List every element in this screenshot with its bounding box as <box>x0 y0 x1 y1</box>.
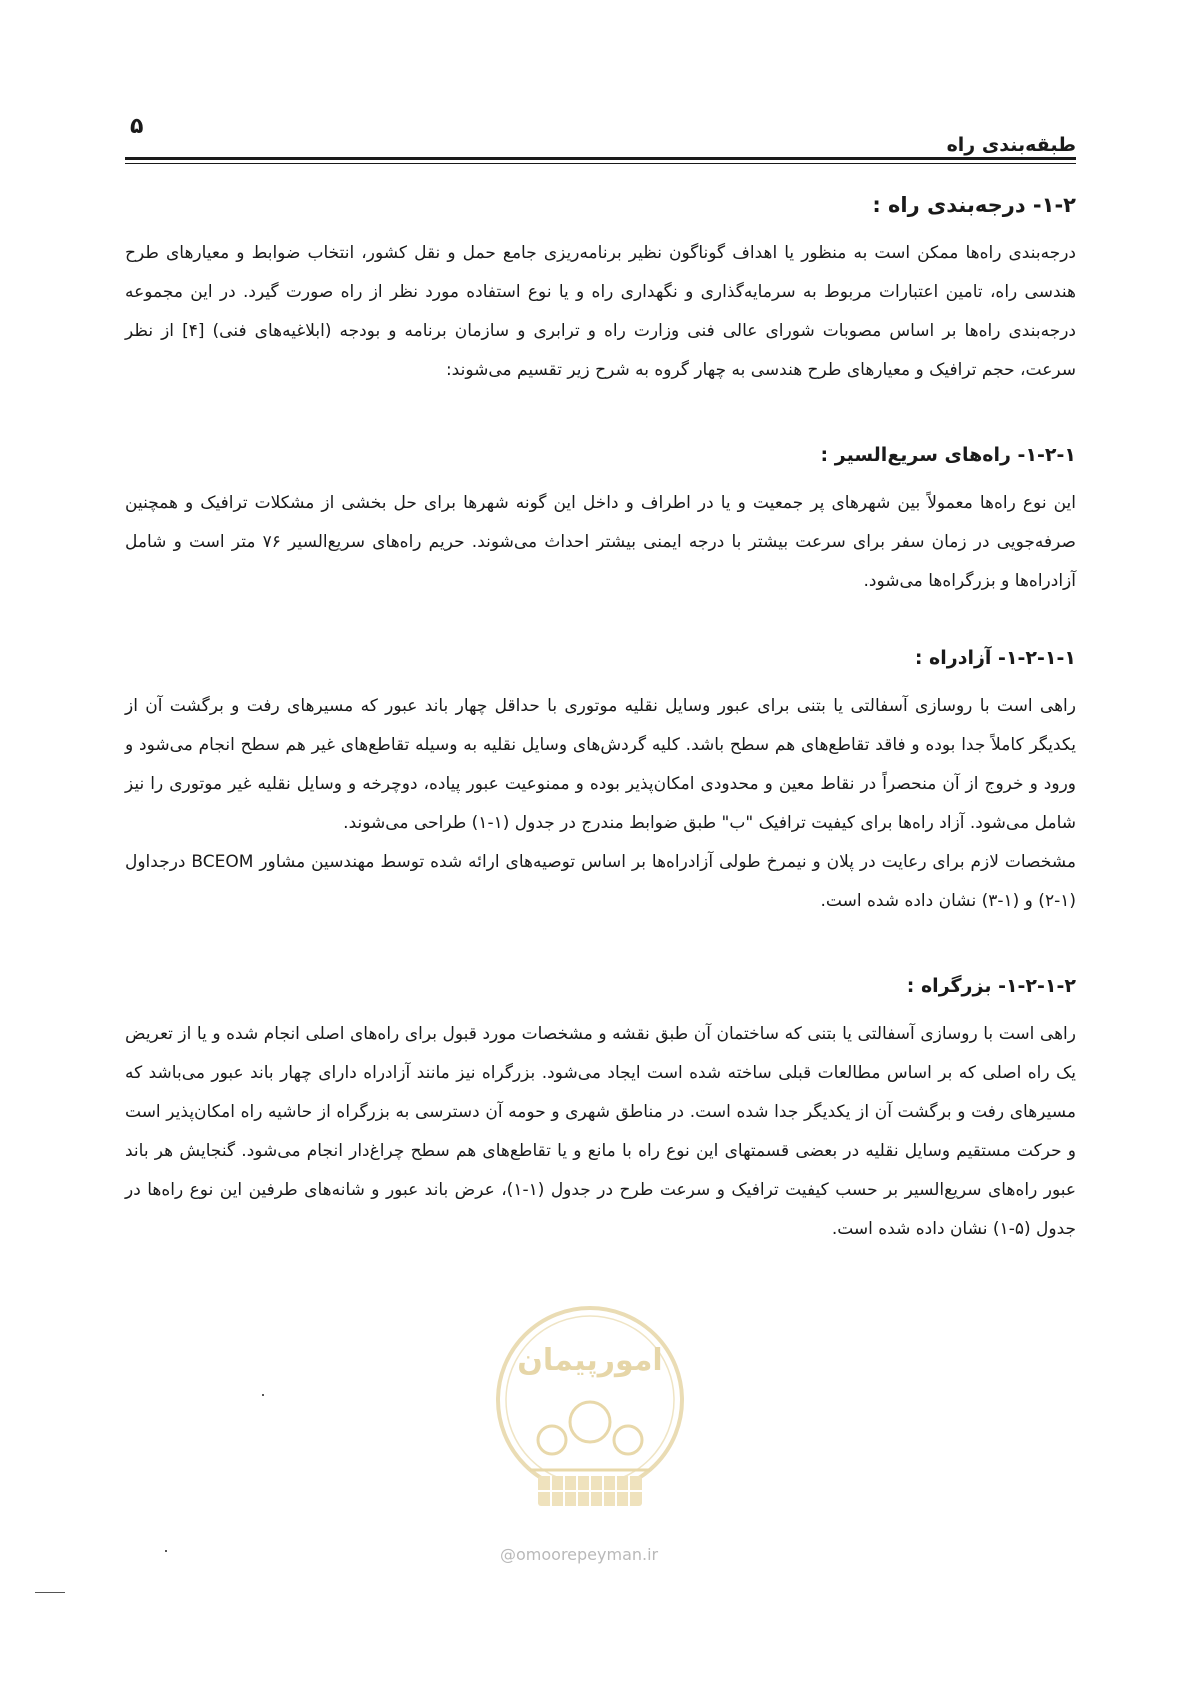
page-number: ۵ <box>130 114 144 139</box>
paragraph: درجه‌بندی راه‌ها ممکن است به منظور یا اهداف گوناگون نظیر برنامه‌ریزی جامع حمل و نقل کشور، انتخاب ضوابط و معیارهای طرح هندسی راه، تامین اعتبارات مربوط به سرمایه‌گذاری و نگهداری راه و یا نوع استفاده مورد نظر از راه صورت گیرد. در این مجموعه درجه‌بندی راه‌ها بر اساس مصوبات شورای عالی فنی وزارت راه و ترابری و سازمان برنامه و بودجه (ابلاغیه‌های فنی) [۴] از نظر سرعت، حجم ترافیک و معیارهای طرح هندسی به چهار گروه به شرح زیر تقسیم می‌شوند: <box>125 243 1076 380</box>
subsubsection-heading: ۱-۲-۱-۱- آزادراه : <box>914 647 1076 669</box>
scan-artifact <box>35 1592 65 1593</box>
watermark-url: @omoorepeyman.ir <box>500 1545 659 1564</box>
page-body <box>125 190 1076 1249</box>
scan-artifact <box>165 1550 167 1552</box>
header-rule-thick <box>125 157 1076 160</box>
watermark-logo-text: امورپیمان <box>517 1343 663 1378</box>
paragraph: راهی است با روسازی آسفالتی یا بتنی برای عبور وسایل نقلیه موتوری با حداقل چهار باند عبور که مسیرهای رفت و برگشت آن از یکدیگر کاملاً جدا بوده و فاقد تقاطع‌های هم سطح باشد. کلیه گردش‌های وسایل نقلیه به وسیله تقاطع‌های غیر هم سطح انجام می‌شود و ورود و خروج از آن منحصراً در نقاط معین و محدودی امکان‌پذیر بوده و ممنوعیت عبور پیاده، دوچرخه و وسایل نقلیه غیر موتوری را نیز شامل می‌شود. آزاد راه‌ها برای کیفیت ترافیک "ب" طبق ضوابط مندرج در جدول (۱-۱) طراحی می‌شوند. <box>125 696 1076 833</box>
watermark-logo <box>490 1300 690 1520</box>
header-rule-thin <box>125 163 1076 164</box>
page-header <box>125 110 1076 160</box>
section-heading: ۱-۲- درجه‌بندی راه : <box>872 193 1076 217</box>
paragraph: راهی است با روسازی آسفالتی یا بتنی که ساختمان آن طبق نقشه و مشخصات مورد قبول برای راه‌های اصلی انجام شده و یا از تعریض یک راه اصلی که بر اساس مطالعات قبلی ساخته شده است ایجاد می‌شود. بزرگراه نیز مانند آزادراه دارای چهار باند عبور می‌باشد که مسیرهای رفت و برگشت آن از یکدیگر جدا شده است. در مناطق شهری و حومه آن دسترسی به بزرگراه از حاشیه راه امکان‌پذیر است و حرکت مستقیم وسایل نقلیه در بعضی قسمتهای این نوع راه با مانع و یا تقاطع‌های هم سطح چراغ‌دار انجام می‌شود. گنجایش هر باند عبور راه‌های سریع‌السیر بر حسب کیفیت ترافیک و سرعت طرح در جدول (۱-۱)، عرض باند عبور و شانه‌های طرفین این نوع راه‌ها در جدول (۵-۱) نشان داده شده است. <box>125 1024 1076 1239</box>
paragraph: مشخصات لازم برای رعایت در پلان و نیمرخ طولی آزادراه‌ها بر اساس توصیه‌های ارائه شده توسط مهندسین مشاور BCEOM درجداول (۱-۲) و (۱-۳) نشان داده شده است. <box>125 852 1076 911</box>
scan-artifact <box>262 1394 264 1396</box>
subsubsection-heading: ۱-۲-۱-۲- بزرگراه : <box>906 975 1076 997</box>
paragraph: این نوع راه‌ها معمولاً بین شهرهای پر جمعیت و یا در اطراف و داخل این گونه شهرها برای حل بخشی از مشکلات ترافیک و همچنین صرفه‌جویی در زمان سفر برای سرعت بیشتر با درجه ایمنی بیشتر احداث می‌شوند. حریم راه‌های سریع‌السیر ۷۶ متر است و شامل آزادراه‌ها و بزرگراه‌ها می‌شود. <box>125 493 1076 591</box>
watermark-seal-icon <box>490 1300 690 1520</box>
subsection-heading: ۱-۲-۱- راه‌های سریع‌السیر : <box>820 444 1076 466</box>
running-title: طبقه‌بندی راه <box>946 134 1076 156</box>
